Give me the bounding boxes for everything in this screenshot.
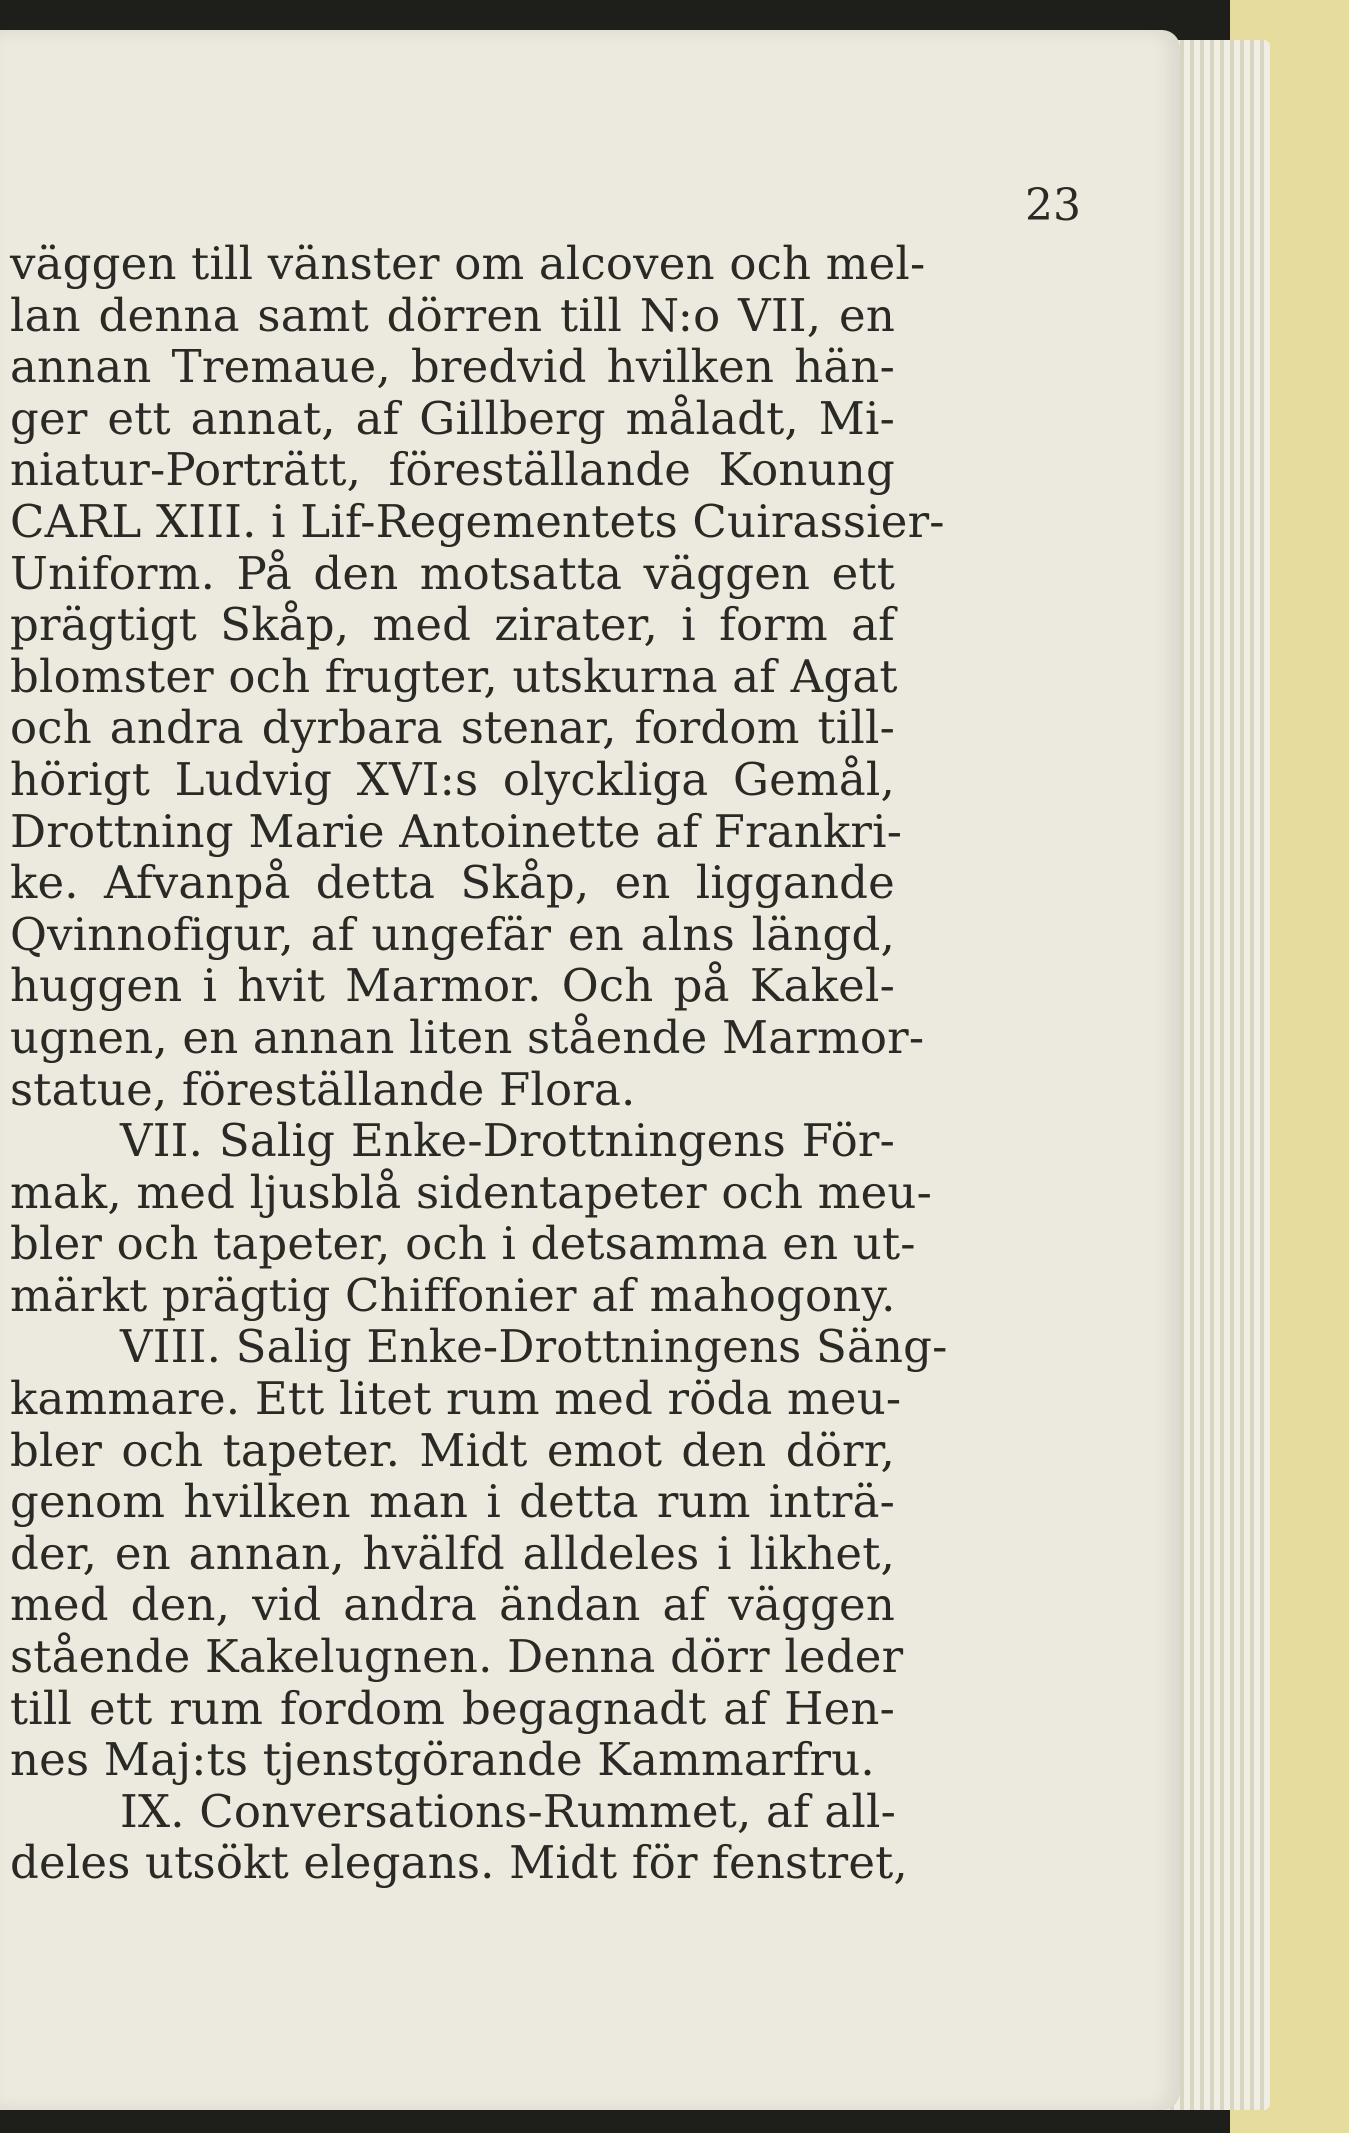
text-line: VIII. Salig Enke-Drottningens Säng- xyxy=(120,1320,948,1374)
text-line: huggen i hvit Marmor. Och på Kakel- xyxy=(10,959,895,1013)
text-line: Qvinnofigur, af ungefär en alns längd, xyxy=(10,907,895,961)
page-number: 23 xyxy=(1025,180,1081,231)
body-text xyxy=(10,237,948,1890)
text-line: deles utsökt elegans. Midt för fenstret, xyxy=(10,1836,908,1890)
text-line: statue, föreställande Flora. xyxy=(10,1062,636,1116)
text-line: ugnen, en annan liten stående Marmor- xyxy=(10,1010,925,1064)
text-line: genom hvilken man i detta rum inträ- xyxy=(10,1475,895,1529)
text-line: kammare. Ett litet rum med röda meu- xyxy=(10,1372,902,1426)
text-line: blomster och frugter, utskurna af Agat xyxy=(10,649,898,703)
text-line: ger ett annat, af Gillberg måladt, Mi- xyxy=(10,391,895,445)
text-line: märkt prägtig Chiffonier af mahogony. xyxy=(10,1268,896,1322)
text-line: mak, med ljusblå sidentapeter och meu- xyxy=(10,1165,932,1219)
text-line: Uniform. På den motsatta väggen ett xyxy=(10,546,895,600)
text-line: der, en annan, hvälfd alldeles i likhet, xyxy=(10,1526,895,1580)
text-line: med den, vid andra ändan af väggen xyxy=(10,1578,895,1632)
text-line: till ett rum fordom begagnadt af Hen- xyxy=(10,1681,895,1735)
text-line: prägtigt Skåp, med zirater, i form af xyxy=(10,598,895,652)
text-line: bler och tapeter. Midt emot den dörr, xyxy=(10,1423,895,1477)
text-line: och andra dyrbara stenar, fordom till- xyxy=(10,701,895,755)
text-line: niatur-Porträtt, föreställande Konung xyxy=(10,443,895,497)
text-line: VII. Salig Enke-Drottningens För- xyxy=(120,1114,895,1168)
text-line: hörigt Ludvig XVI:s olyckliga Gemål, xyxy=(10,752,895,806)
text-line: stående Kakelugnen. Denna dörr leder xyxy=(10,1630,904,1684)
text-line: väggen till vänster om alcoven och mel- xyxy=(10,237,926,290)
text-line: ke. Afvanpå detta Skåp, en liggande xyxy=(10,856,895,910)
text-line: lan denna samt dörren till N:o VII, en xyxy=(10,288,895,342)
text-line: annan Tremaue, bredvid hvilken hän- xyxy=(10,340,895,394)
text-line: IX. Conversations-Rummet, af all- xyxy=(120,1784,896,1838)
text-line: bler och tapeter, och i detsamma en ut- xyxy=(10,1217,916,1271)
text-line: CARL XIII. i Lif-Regementets Cuirassier- xyxy=(10,494,945,548)
text-line: Drottning Marie Antoinette af Frankri- xyxy=(10,804,903,858)
text-line: nes Maj:ts tjenstgörande Kammarfru. xyxy=(10,1733,875,1787)
